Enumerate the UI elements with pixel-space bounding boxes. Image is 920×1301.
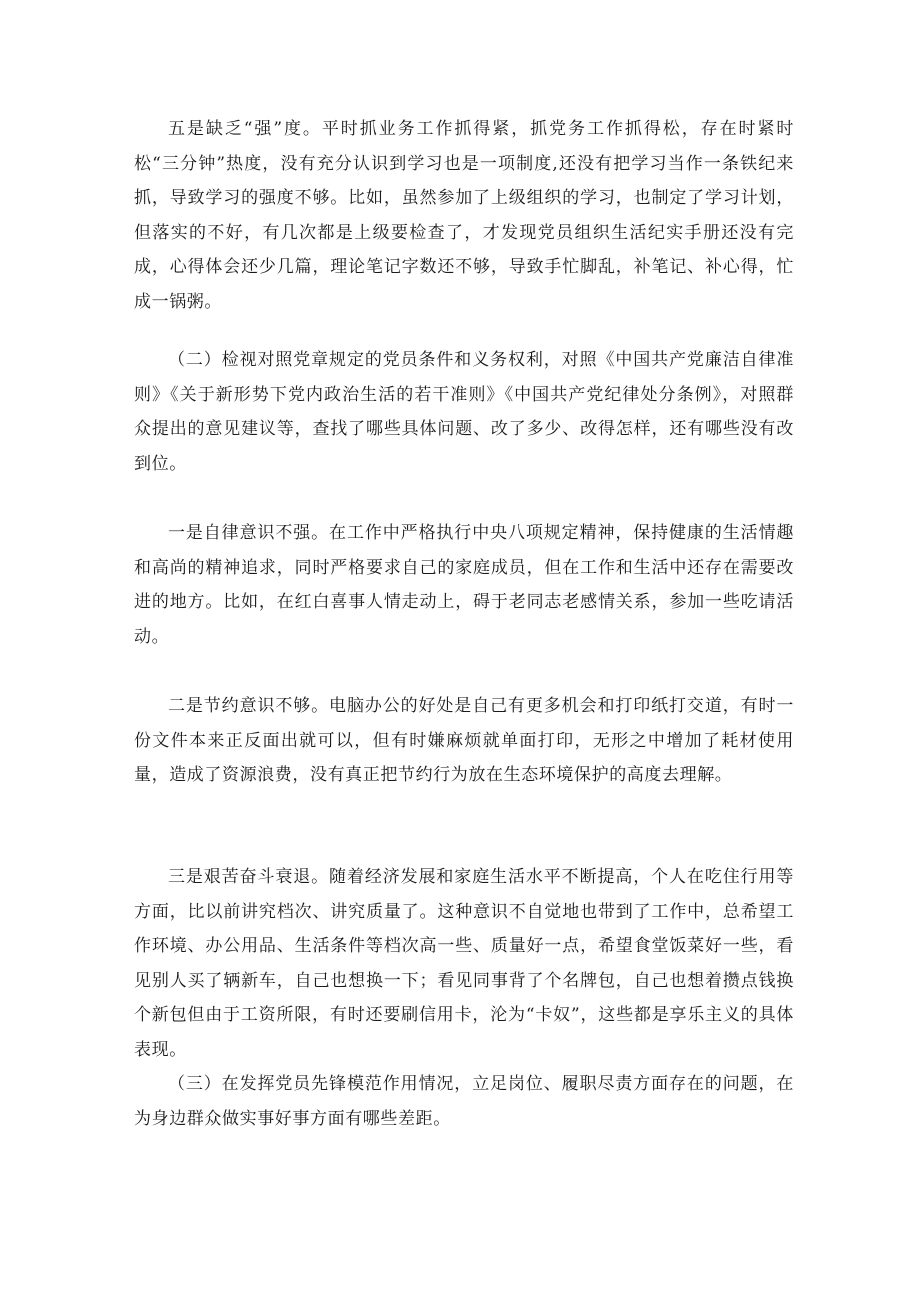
paragraph-self-discipline: 一是自律意识不强。在工作中严格执行中央八项规定精神，保持健康的生活情趣和高尚的精神追求，同时严格要求自己的家庭成员，但在工作和生活中还存在需要改进的地方。比如，在红白喜事人情走动上，碍于老同志老感情关系，参加一些吃请活动。 bbox=[134, 523, 794, 647]
paragraph-hard-work-decline: 三是艰苦奋斗衰退。随着经济发展和家庭生活水平不断提高，个人在吃住行用等方面，比以前讲究档次、讲究质量了。这种意识不自觉地也带到了工作中，总希望工作环境、办公用品、生活条件等档次高一些、质量好一点，希望食堂饭菜好一些，看见别人买了辆新车，自己也想换一下；看见同事背了个名牌包，自己也想着攒点钱换个新包但由于工资所限，有时还要刷信用卡，沦为“卡奴”，这些都是享乐主义的具体表现。 bbox=[134, 867, 794, 1060]
paragraph-lack-of-intensity: 五是缺乏“强”度。平时抓业务工作抓得紧，抓党务工作抓得松，存在时紧时松“三分钟”热度，没有充分认识到学习也是一项制度,还没有把学习当作一条铁纪来抓，导致学习的强度不够。比如，虽然参加了上级组织的学习，也制定了学习计划，但落实的不好，有几次都是上级要检查了，才发现党员组织生活纪实手册还没有完成，心得体会还少几篇，理论笔记字数还不够，导致手忙脚乱，补笔记、补心得，忙成一锅粥。 bbox=[134, 119, 794, 312]
paragraph-section-two-heading: （二）检视对照党章规定的党员条件和义务权利，对照《中国共产党廉洁自律准则》《关于新形势下党内政治生活的若干准则》《中国共产党纪律处分条例》，对照群众提出的意见建议等，查找了哪些具体问题、改了多少、改得怎样，还有哪些没有改到位。 bbox=[134, 350, 794, 474]
paragraph-thrift-awareness: 二是节约意识不够。电脑办公的好处是自己有更多机会和打印纸打交道，有时一份文件本来正反面出就可以，但有时嫌麻烦就单面打印，无形之中增加了耗材使用量，造成了资源浪费，没有真正把节约行为放在生态环境保护的高度去理解。 bbox=[134, 696, 794, 785]
paragraph-section-three-heading: （三）在发挥党员先锋模范作用情况，立足岗位、履职尽责方面存在的问题，在为身边群众做实事好事方面有哪些差距。 bbox=[134, 1074, 794, 1129]
